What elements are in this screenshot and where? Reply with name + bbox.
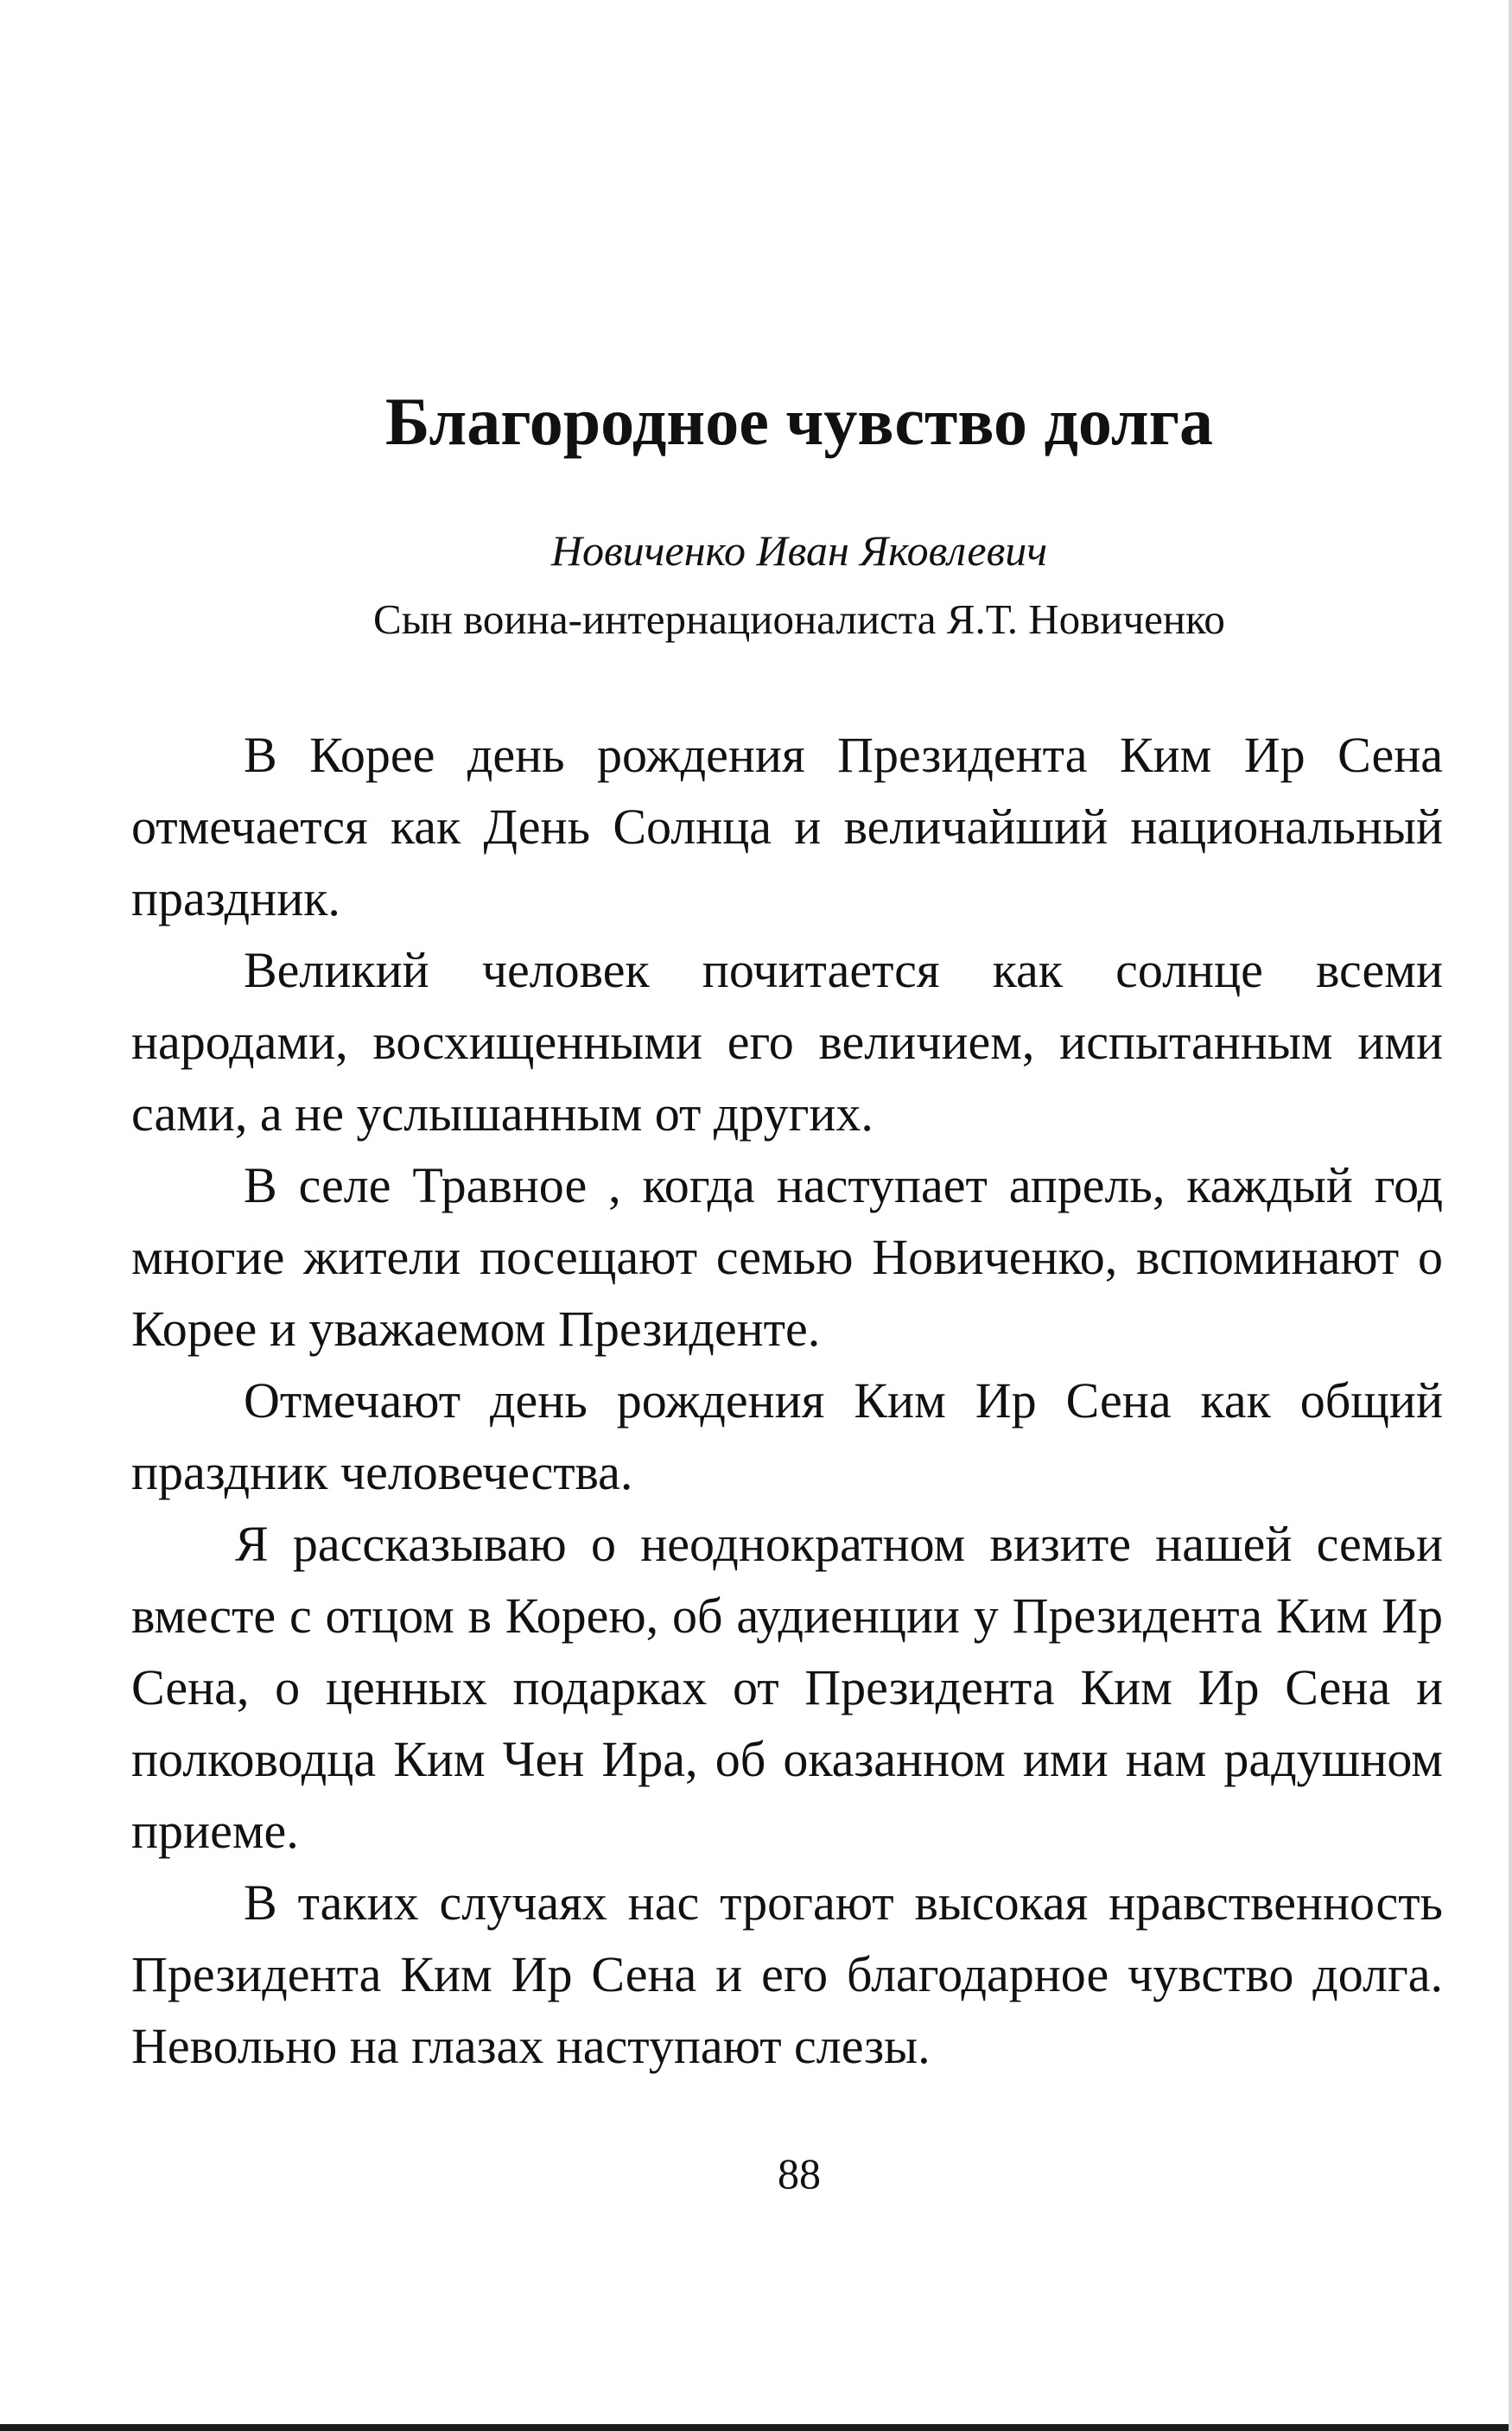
article-body <box>131 719 1443 2082</box>
author-role: Сын воина-интернационалиста Я.Т. Новиченко <box>373 595 1225 643</box>
paragraph: Отмечают день рождения Ким Ир Сена как общий праздник человечества. <box>131 1372 1443 1500</box>
paragraph: Я рассказываю о неоднократном визите нашей семьи вместе с отцом в Корею, об аудиенции у Президента Ким Ир Сена, о ценных подарках от Президента Ким Ир Сена и полководца Ким Чен Ира, об оказанном ими нам радушном приеме. <box>131 1516 1443 1859</box>
paragraph: Великий человек почитается как солнце всеми народами, восхищенными его величием, испытанным ими сами, а не услышанным от других. <box>131 942 1443 1142</box>
page-title: Благородное чувство долга <box>384 384 1214 459</box>
page-number: 88 <box>778 2149 821 2198</box>
author-name: Новиченко Иван Яковлевич <box>550 526 1048 575</box>
paragraph: В селе Травное , когда наступает апрель, каждый год многие жители посещают семью Новиченко, вспоминают о Корее и уважаемом Президенте. <box>131 1157 1443 1357</box>
paragraph: В Корее день рождения Президента Ким Ир Сена отмечается как День Солнца и величайший национальный праздник. <box>131 727 1443 926</box>
scan-bottom-edge <box>0 2424 1512 2431</box>
paragraph: В таких случаях нас трогают высокая нравственность Президента Ким Ир Сена и его благодарное чувство долга. Невольно на глазах наступают слезы. <box>131 1874 1443 2074</box>
scan-right-edge <box>1509 0 1512 2431</box>
